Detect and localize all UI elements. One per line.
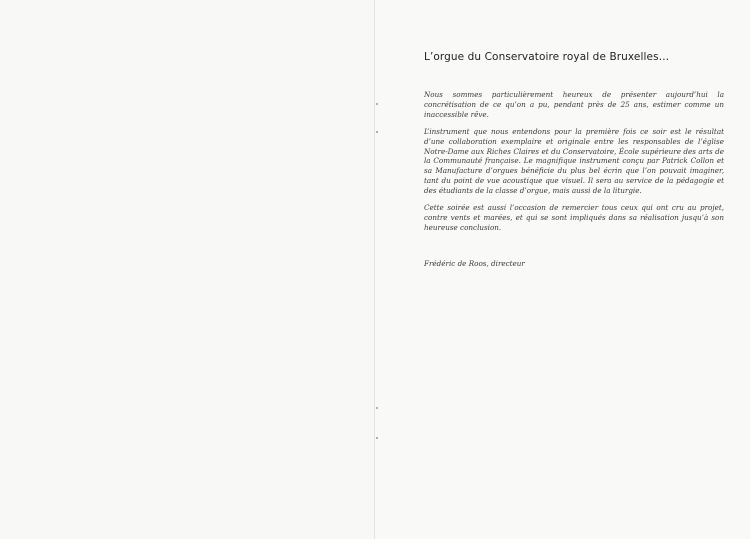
paragraph: Cette soirée est aussi l’occasion de remercier tous ceux qui ont cru au projet, contre vents et marées, et qui se sont impliqués dans sa réalisation jusqu’à son heureuse conclusion. bbox=[424, 203, 724, 232]
document-body bbox=[424, 90, 724, 240]
fold-mark bbox=[376, 437, 378, 439]
document-title: L’orgue du Conservatoire royal de Bruxelles… bbox=[424, 51, 670, 63]
paragraph: Nous sommes particulièrement heureux de présenter aujourd’hui la concrétisation de ce qu’on a pu, pendant près de 25 ans, estimer comme un inaccessible rêve. bbox=[424, 90, 724, 119]
paragraph: L’instrument que nous entendons pour la première fois ce soir est le résultat d’une collaboration exemplaire et originale entre les responsables de l’église Notre-Dame aux Riches Claires et du Conservatoire, École supérieure des arts de la Communauté française. Le magnifique instrument conçu par Patrick Collon et sa Manufacture d’orgues bénéficie du plus bel écrin que l’on pouvait imaginer, tant du point de vue acoustique que visuel. Il sera au service de la pédagogie et des étudiants de la classe d’orgue, mais aussi de la liturgie. bbox=[424, 126, 724, 196]
left-page bbox=[0, 0, 374, 539]
right-page bbox=[375, 0, 750, 539]
fold-mark bbox=[376, 131, 378, 133]
fold-mark bbox=[376, 103, 378, 105]
fold-mark bbox=[376, 407, 378, 409]
signature: Frédéric de Roos, directeur bbox=[424, 259, 525, 268]
